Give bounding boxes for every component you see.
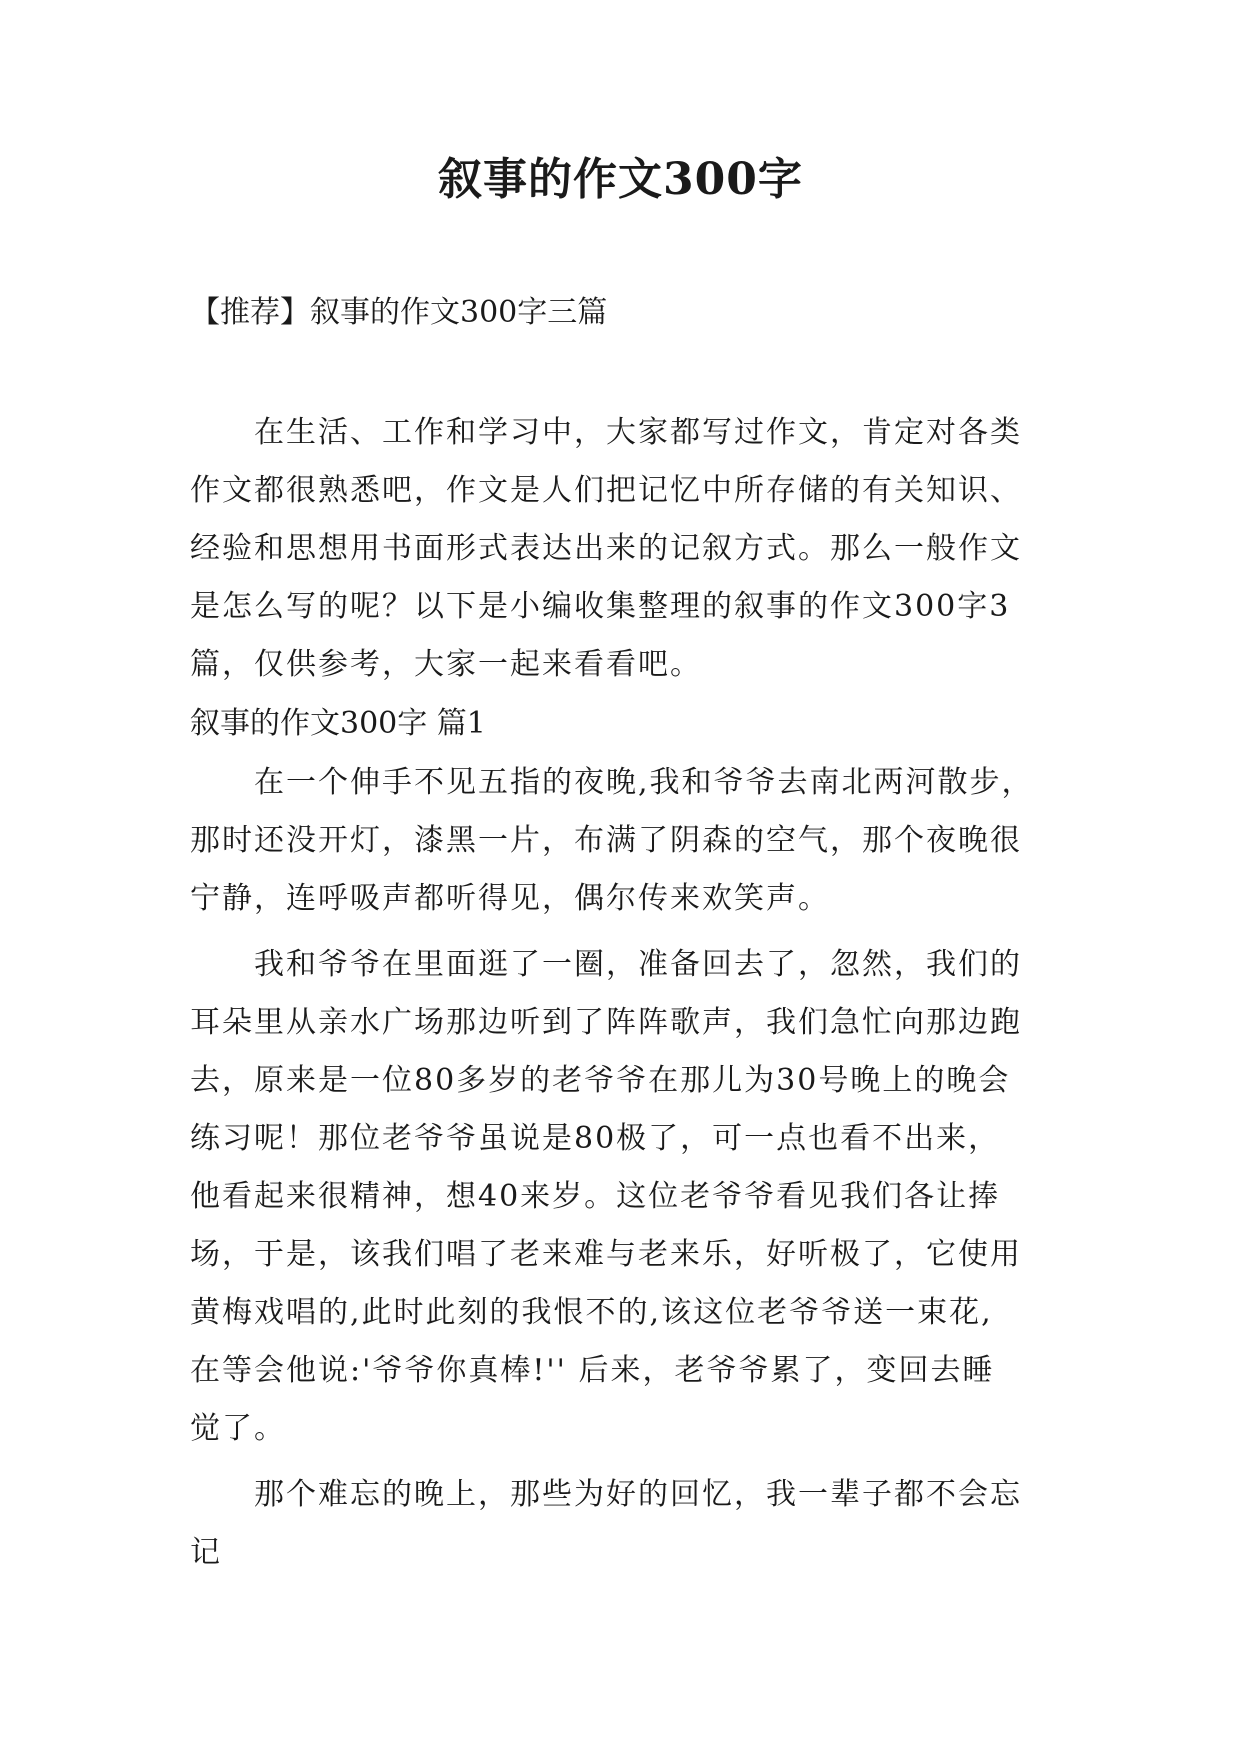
text-line: 是怎么写的呢？以下是小编收集整理的叙事的作文300字3	[190, 589, 1011, 624]
section-heading: 叙事的作文300字 篇1	[190, 706, 486, 741]
text-line: 练习呢！那位老爷爷虽说是80极了，可一点也看不出来，	[190, 1121, 1001, 1156]
text-line: 宁静，连呼吸声都听得见，偶尔传来欢笑声。	[190, 881, 830, 916]
paragraph	[190, 1466, 1070, 1582]
document-body	[190, 404, 1070, 1582]
text-line: 耳朵里从亲水广场那边听到了阵阵歌声，我们急忙向那边跑	[190, 1005, 1022, 1040]
text-line: 去，原来是一位80多岁的老爷爷在那儿为30号晚上的晚会	[190, 1063, 1011, 1098]
text-line: 作文都很熟悉吧，作文是人们把记忆中所存储的有关知识、	[190, 473, 1022, 508]
text-line: 我和爷爷在里面逛了一圈，准备回去了，忽然，我们的	[254, 947, 1022, 982]
paragraph	[190, 936, 1070, 1458]
text-line: 那个难忘的晚上，那些为好的回忆，我一辈子都不会忘	[254, 1477, 1022, 1512]
text-line: 那时还没开灯，漆黑一片，布满了阴森的空气，那个夜晚很	[190, 823, 1022, 858]
text-line: 他看起来很精神，想40来岁。这位老爷爷看见我们各让捧	[190, 1179, 1001, 1214]
text-line: 记	[190, 1535, 222, 1570]
text-line: 在生活、工作和学习中，大家都写过作文，肯定对各类	[254, 415, 1022, 450]
text-line: 觉了。	[190, 1411, 286, 1446]
text-line: 经验和思想用书面形式表达出来的记叙方式。那么一般作文	[190, 531, 1022, 566]
paragraph	[190, 754, 1070, 928]
page-title: 叙事的作文300字	[438, 154, 803, 205]
text-line: 在一个伸手不见五指的夜晚,我和爷爷去南北两河散步，	[254, 765, 1034, 800]
document-subtitle: 【推荐】叙事的作文300字三篇	[190, 295, 608, 330]
text-line: 场，于是，该我们唱了老来难与老来乐，好听极了，它使用	[190, 1237, 1022, 1272]
text-line: 在等会他说:'爷爷你真棒!'' 后来，老爷爷累了，变回去睡	[190, 1353, 995, 1388]
text-line: 篇，仅供参考，大家一起来看看吧。	[190, 647, 702, 682]
text-line: 黄梅戏唱的,此时此刻的我恨不的,该这位老爷爷送一束花,	[190, 1295, 993, 1330]
intro-paragraph	[190, 404, 1070, 694]
